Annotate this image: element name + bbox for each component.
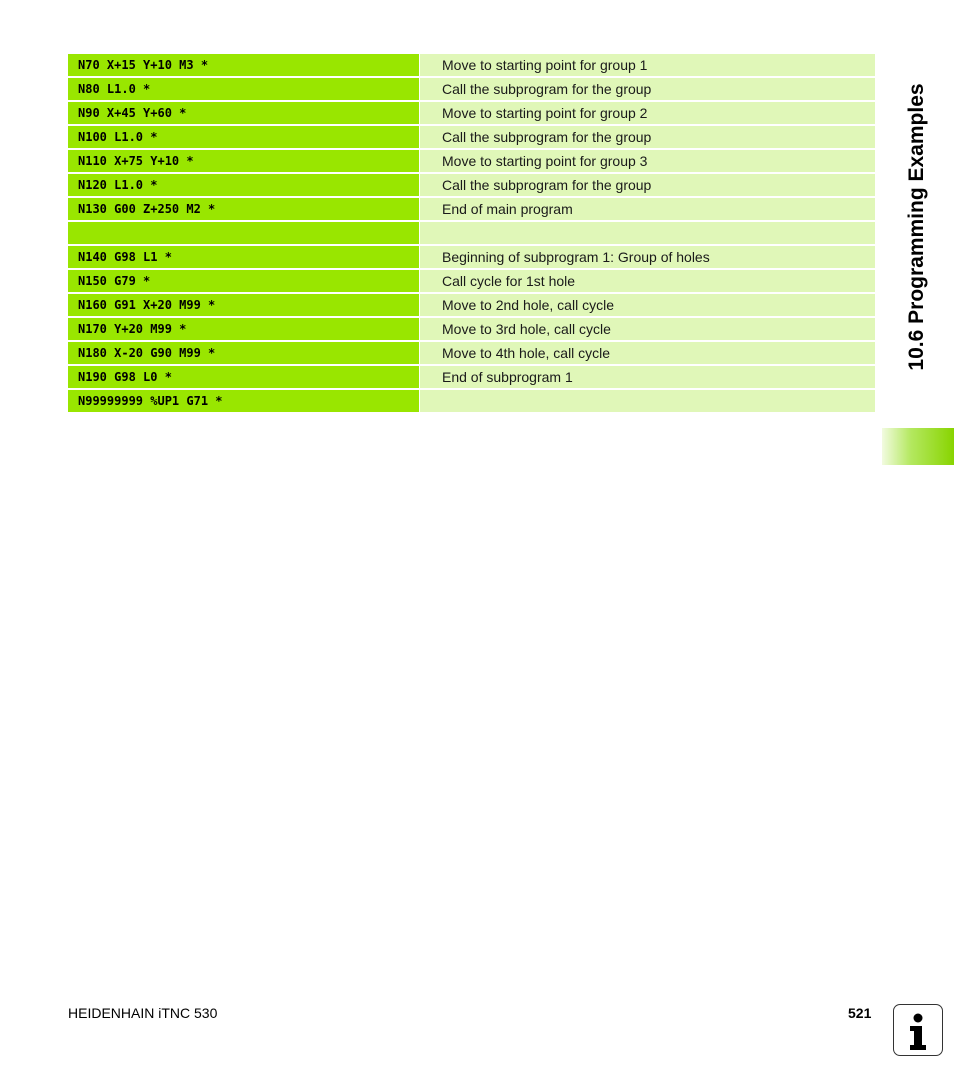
nc-code-cell [68,222,419,246]
footer-product: HEIDENHAIN iTNC 530 [68,1005,218,1021]
description-cell: Move to starting point for group 3 [419,150,875,174]
table-row [68,102,875,126]
description-cell: Call the subprogram for the group [419,126,875,150]
table-row [68,150,875,174]
nc-code-cell: N130 G00 Z+250 M2 * [68,198,419,222]
description-cell: Move to 2nd hole, call cycle [419,294,875,318]
table-row [68,78,875,102]
nc-code-cell: N80 L1.0 * [68,78,419,102]
description-cell: Beginning of subprogram 1: Group of holes [419,246,875,270]
nc-code-cell: N120 L1.0 * [68,174,419,198]
description-cell: Call cycle for 1st hole [419,270,875,294]
description-cell: Move to starting point for group 2 [419,102,875,126]
nc-code-cell: N190 G98 L0 * [68,366,419,390]
table-row [68,222,875,246]
description-cell [419,222,875,246]
nc-code-cell: N110 X+75 Y+10 * [68,150,419,174]
table-row [68,174,875,198]
nc-code-cell: N150 G79 * [68,270,419,294]
description-cell: Call the subprogram for the group [419,78,875,102]
nc-code-cell: N99999999 %UP1 G71 * [68,390,419,414]
nc-code-cell: N100 L1.0 * [68,126,419,150]
table-row [68,318,875,342]
table-row [68,54,875,78]
table-row [68,366,875,390]
nc-code-cell: N70 X+15 Y+10 M3 * [68,54,419,78]
description-cell: Move to starting point for group 1 [419,54,875,78]
table-row [68,246,875,270]
table-row [68,126,875,150]
chapter-tab [882,428,954,465]
description-cell: Move to 3rd hole, call cycle [419,318,875,342]
table-row [68,294,875,318]
nc-code-cell: N160 G91 X+20 M99 * [68,294,419,318]
section-title-text: 10.6 Programming Examples [905,83,928,371]
table-row [68,270,875,294]
program-listing-table [68,54,875,414]
description-cell: Call the subprogram for the group [419,174,875,198]
section-title-vertical [897,52,937,402]
info-icon [893,1004,943,1056]
description-cell [419,390,875,414]
nc-code-cell: N90 X+45 Y+60 * [68,102,419,126]
description-cell: Move to 4th hole, call cycle [419,342,875,366]
table-row [68,342,875,366]
nc-code-cell: N140 G98 L1 * [68,246,419,270]
description-cell: End of subprogram 1 [419,366,875,390]
table-row [68,390,875,414]
page-number: 521 [848,1005,872,1021]
table-row [68,198,875,222]
nc-code-cell: N170 Y+20 M99 * [68,318,419,342]
nc-code-cell: N180 X-20 G90 M99 * [68,342,419,366]
description-cell: End of main program [419,198,875,222]
